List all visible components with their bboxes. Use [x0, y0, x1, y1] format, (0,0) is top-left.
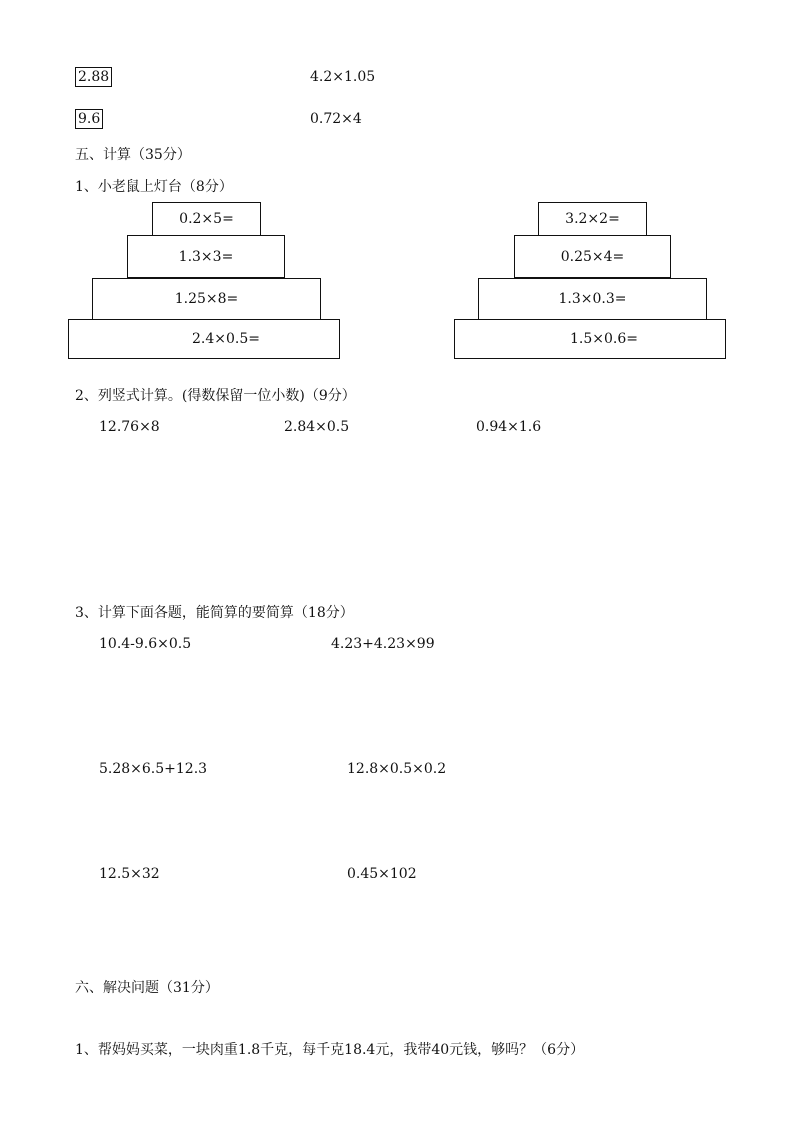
- q1-title: 1、小老鼠上灯台（8分）: [75, 179, 233, 195]
- q2-item-3: 0.94×1.6: [476, 419, 542, 435]
- q3-item-1: 10.4-9.6×0.5: [99, 636, 192, 652]
- section-6-q1: 1、帮妈妈买菜，一块肉重1.8千克，每千克18.4元，我带40元钱，够吗？（6分）: [75, 1042, 585, 1058]
- q2-item-2: 2.84×0.5: [284, 419, 350, 435]
- right-lamp-step-4: 1.5×0.6=: [454, 319, 726, 359]
- expression-2: 0.72×4: [310, 111, 362, 127]
- left-lamp-step-2: 1.3×3=: [127, 235, 285, 278]
- q3-title: 3、计算下面各题，能简算的要简算（18分）: [75, 605, 354, 621]
- section-6-title: 六、解决问题（31分）: [75, 980, 219, 996]
- section-5-title: 五、计算（35分）: [75, 147, 191, 163]
- right-lamp-step-3: 1.3×0.3=: [478, 278, 707, 320]
- q3-item-3: 5.28×6.5+12.3: [99, 761, 208, 777]
- q3-item-5: 12.5×32: [99, 866, 160, 882]
- right-lamp-step-2: 0.25×4=: [514, 235, 671, 278]
- answer-box-1: 2.88: [75, 67, 112, 87]
- answer-box-2: 9.6: [75, 109, 103, 129]
- q2-item-1: 12.76×8: [99, 419, 160, 435]
- q3-item-6: 0.45×102: [347, 866, 417, 882]
- left-lamp-step-4: 2.4×0.5=: [68, 319, 340, 359]
- right-lamp-step-1: 3.2×2=: [538, 202, 647, 236]
- left-lamp-step-3: 1.25×8=: [92, 278, 321, 320]
- expression-1: 4.2×1.05: [310, 69, 376, 85]
- q3-item-4: 12.8×0.5×0.2: [347, 761, 447, 777]
- left-lamp-step-1: 0.2×5=: [152, 202, 261, 236]
- q3-item-2: 4.23+4.23×99: [331, 636, 435, 652]
- q2-title: 2、列竖式计算。(得数保留一位小数)（9分）: [75, 388, 356, 404]
